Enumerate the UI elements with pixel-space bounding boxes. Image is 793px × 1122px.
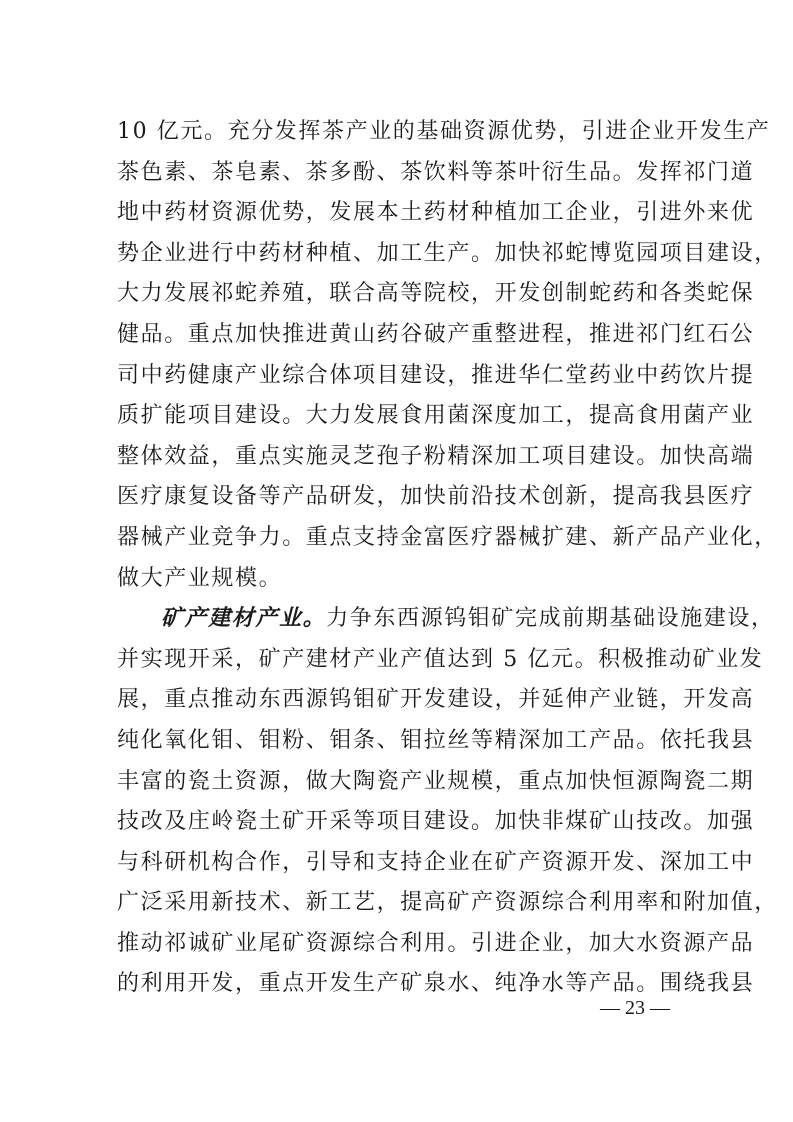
text-line: 广泛采用新技术、新工艺，提高矿产资源综合利用率和附加值， bbox=[117, 890, 778, 916]
text-line: 推动祁诚矿业尾矿资源综合利用。引进企业，加大水资源产品 bbox=[117, 930, 755, 956]
text-line: 地中药材资源优势，发展本土药材种植加工企业，引进外来优 bbox=[117, 200, 755, 226]
page-number: — 23 — bbox=[600, 997, 670, 1019]
text-line: 茶色素、茶皂素、茶多酚、茶饮料等茶叶衍生品。发挥祁门道 bbox=[117, 159, 755, 185]
text-line: 器械产业竞争力。重点支持金富医疗器械扩建、新产品产业化， bbox=[117, 524, 778, 550]
text-line: 做大产业规模。 bbox=[117, 565, 283, 591]
text-line: 健品。重点加快推进黄山药谷破产重整进程，推进祁门红石公 bbox=[117, 321, 755, 347]
text-line bbox=[117, 599, 775, 640]
text-line: 纯化氧化钼、钼粉、钼条、钼拉丝等精深加工产品。依托我县 bbox=[117, 727, 755, 753]
text-line: 医疗康复设备等产品研发，加快前沿技术创新，提高我县医疗 bbox=[117, 484, 755, 510]
text-line: 整体效益，重点实施灵芝孢子粉精深加工项目建设。加快高端 bbox=[117, 443, 755, 469]
text-line: 司中药健康产业综合体项目建设，推进华仁堂药业中药饮片提 bbox=[117, 362, 755, 388]
text-line: 势企业进行中药材种植、加工生产。加快祁蛇博览园项目建设， bbox=[117, 240, 778, 266]
text-line: 与科研机构合作，引导和支持企业在矿产资源开发、深加工中 bbox=[117, 849, 755, 875]
body-text bbox=[117, 112, 778, 1005]
text-line: 10 亿元。充分发挥茶产业的基础资源优势，引进企业开发生产 bbox=[117, 119, 771, 144]
text-line: 技改及庄岭瓷土矿开采等项目建设。加快非煤矿山技改。加强 bbox=[117, 809, 755, 835]
heading-line-rest: 力争东西源钨钼矿完成前期基础设施建设， bbox=[326, 606, 775, 632]
text-line: 的利用开发，重点开发生产矿泉水、纯净水等产品。围绕我县 bbox=[117, 971, 755, 997]
text-line: 并实现开采，矿产建材产业产值达到 5 亿元。积极推动矿业发 bbox=[117, 646, 764, 672]
section-heading: 矿产建材产业。 bbox=[161, 606, 327, 632]
text-line: 大力发展祁蛇养殖，联合高等院校，开发创制蛇药和各类蛇保 bbox=[117, 281, 755, 307]
text-line: 展，重点推动东西源钨钼矿开发建设，并延伸产业链，开发高 bbox=[117, 687, 755, 713]
text-line: 质扩能项目建设。大力发展食用菌深度加工，提高食用菌产业 bbox=[117, 403, 755, 429]
text-line: 丰富的瓷土资源，做大陶瓷产业规模，重点加快恒源陶瓷二期 bbox=[117, 768, 755, 794]
